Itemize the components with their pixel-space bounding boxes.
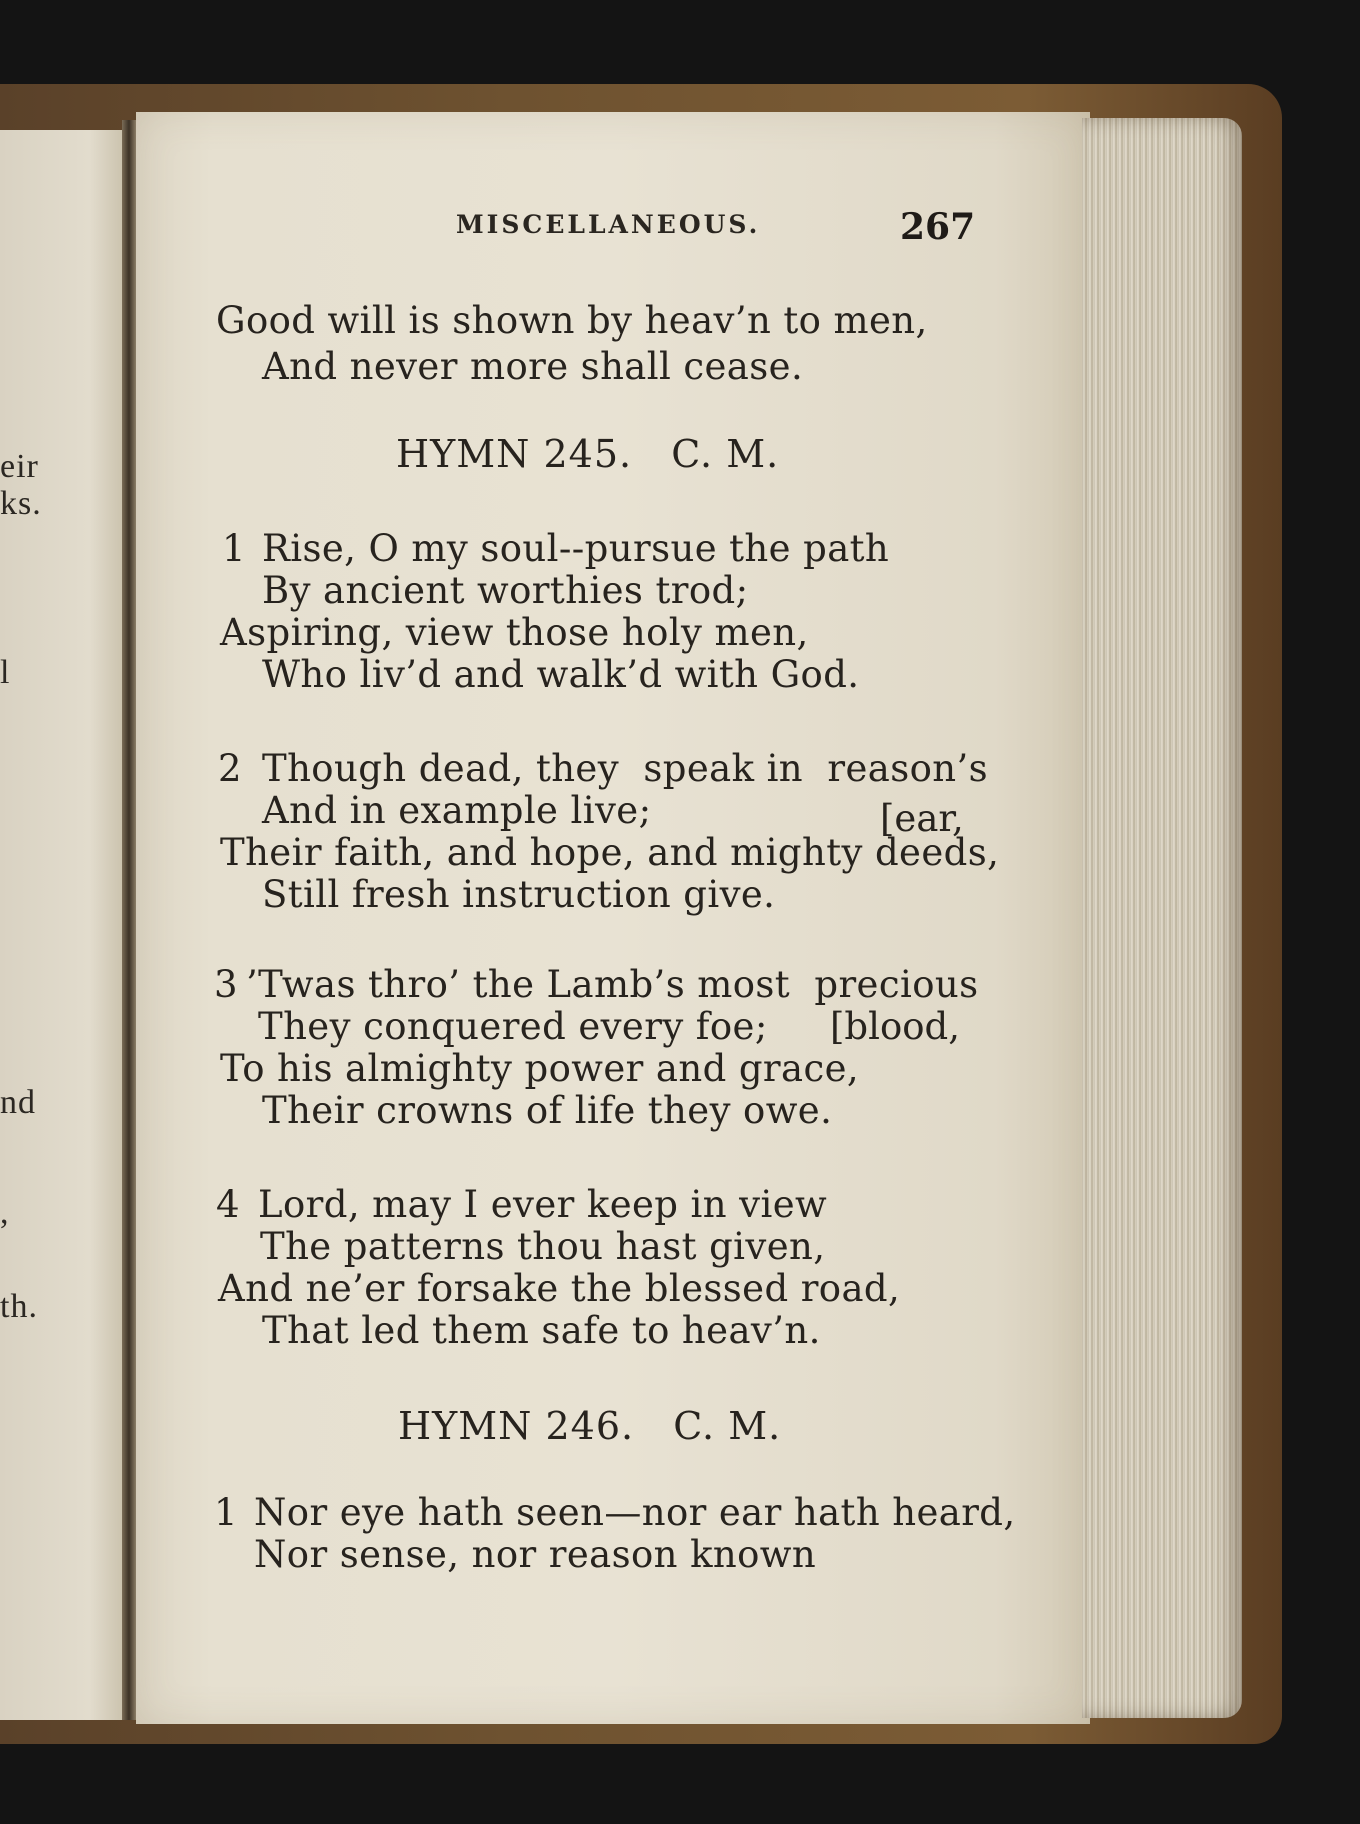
verse-line: Though dead, they speak in reason’s	[262, 747, 989, 790]
verse-number: 4	[216, 1183, 240, 1226]
book-gutter	[122, 120, 136, 1720]
verse-line: Still fresh instruction give.	[262, 873, 776, 916]
hymn-title: HYMN 245. C. M.	[396, 432, 780, 476]
verse-line: Who liv’d and walk’d with God.	[262, 653, 860, 696]
verse-line: Nor eye hath seen—nor ear hath heard,	[254, 1491, 1016, 1534]
verse-line: Aspiring, view those holy men,	[220, 611, 809, 654]
left-page-fragment: nd	[0, 1084, 36, 1121]
verse-line: They conquered every foe;	[258, 1005, 768, 1048]
left-page-fragment: th.	[0, 1288, 38, 1325]
overflow-word: [blood,	[830, 1005, 960, 1048]
verse-number: 2	[218, 747, 242, 790]
running-title: MISCELLANEOUS.	[456, 210, 761, 239]
verse-line: Lord, may I ever keep in view	[258, 1183, 828, 1226]
left-page-fragment: eir	[0, 448, 39, 485]
left-page	[0, 130, 128, 1720]
left-page-fragment: ks.	[0, 485, 42, 522]
verse-line: The patterns thou hast given,	[260, 1225, 826, 1268]
verse-line: ’Twas thro’ the Lamb’s most precious	[246, 963, 979, 1006]
verse-line: And in example live;	[262, 789, 652, 832]
overflow-word: [ear,	[880, 797, 964, 840]
verse-number: 1	[214, 1491, 238, 1534]
verse-line: Their faith, and hope, and mighty deeds,	[220, 831, 1000, 874]
verse-line: Nor sense, nor reason known	[254, 1533, 817, 1576]
page-number: 267	[900, 206, 976, 248]
verse-number: 1	[222, 527, 246, 570]
verse-line: Rise, O my soul--pursue the path	[262, 527, 890, 570]
verse-line: Their crowns of life they owe.	[262, 1089, 833, 1132]
verse-line: To his almighty power and grace,	[220, 1047, 860, 1090]
carryover-line: And never more shall cease.	[262, 345, 804, 388]
carryover-line: Good will is shown by heav’n to men,	[216, 299, 928, 342]
verse-line: And ne’er forsake the blessed road,	[218, 1267, 901, 1310]
left-page-fragment: l	[0, 654, 11, 691]
verse-number: 3	[214, 963, 238, 1006]
left-page-fragment: ,	[0, 1194, 10, 1231]
verse-line: By ancient worthies trod;	[262, 569, 749, 612]
page-edges	[1082, 118, 1242, 1718]
hymn-title: HYMN 246. C. M.	[398, 1404, 782, 1448]
verse-line: That led them safe to heav’n.	[262, 1309, 821, 1352]
